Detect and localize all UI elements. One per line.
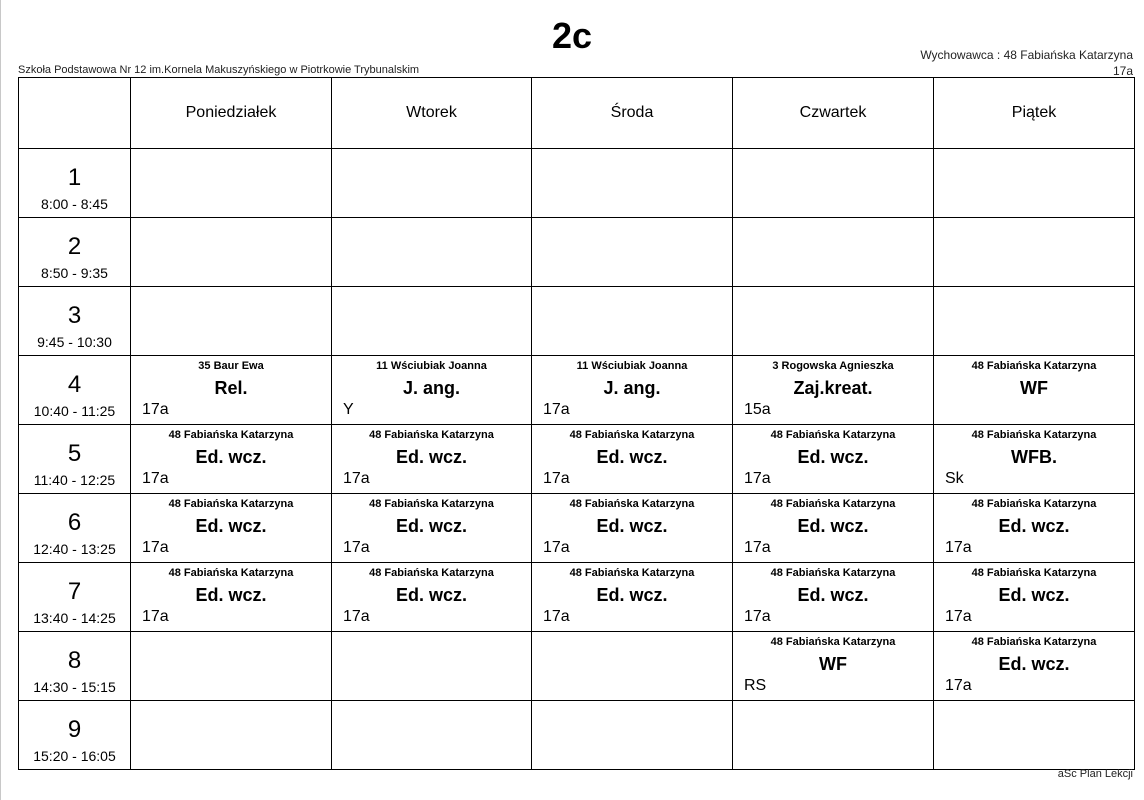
lesson-subject: Rel. [214,378,248,398]
lesson-cell [332,494,532,563]
period-time: 9:45 - 10:30 [37,334,112,350]
lesson-subject: Ed. wcz. [797,585,869,605]
lesson-subject: Ed. wcz. [395,516,467,536]
period-cell [19,494,131,563]
lesson-subject: WFB. [1011,447,1057,467]
lesson-teacher: 11 Wściubiak Joanna [376,360,487,372]
day-header: Wtorek [332,78,532,149]
lesson-room: Y [343,401,354,418]
period-number: 6 [67,509,82,536]
lesson-teacher: 35 Baur Ewa [198,360,264,372]
lesson-room: 17a [543,539,570,556]
lesson-cell [934,494,1135,563]
lesson-subject: Ed. wcz. [195,447,267,467]
empty-lesson-cell [934,287,1135,356]
period-number: 5 [67,440,82,467]
period-number: 8 [67,647,82,674]
period-cell [19,218,131,287]
lesson-room: 17a [343,608,370,625]
day-header: Poniedziałek [131,78,332,149]
period-row [19,218,1135,287]
period-time: 12:40 - 13:25 [33,541,116,557]
lesson-subject: J. ang. [402,378,460,398]
lesson-teacher: 48 Fabiańska Katarzyna [369,567,494,579]
lesson-teacher: 48 Fabiańska Katarzyna [770,429,896,441]
lesson-room: 17a [142,608,169,625]
period-time: 14:30 - 15:15 [33,679,116,695]
period-number: 7 [67,578,82,605]
day-header: Piątek [934,78,1135,149]
empty-lesson-cell [332,632,532,701]
lesson-subject: WF [819,654,847,674]
lesson-room: 17a [142,470,169,487]
lesson-cell [131,494,332,563]
lesson-subject: Ed. wcz. [797,516,869,536]
lesson-cell [332,356,532,425]
lesson-subject: Ed. wcz. [998,654,1070,674]
lesson-cell [131,356,332,425]
lesson-teacher: 48 Fabiańska Katarzyna [971,636,1097,648]
lesson-teacher: 48 Fabiańska Katarzyna [971,498,1097,510]
school-name: Szkoła Podstawowa Nr 12 im.Kornela Makuszyńskiego w Piotrkowie Trybunalskim [18,64,420,76]
page-left-rule [0,0,1,800]
lesson-teacher: 48 Fabiańska Katarzyna [168,567,294,579]
empty-lesson-cell [733,218,934,287]
lesson-room: 15a [744,401,771,418]
period-number: 3 [67,302,82,329]
period-row [19,494,1135,563]
day-header: Środa [532,78,733,149]
period-time: 8:50 - 9:35 [41,265,108,281]
lesson-subject: Ed. wcz. [998,585,1070,605]
period-row [19,632,1135,701]
period-row [19,563,1135,632]
lesson-room: 17a [543,401,570,418]
lesson-room: 17a [142,401,169,418]
class-teacher: Wychowawca : 48 Fabiańska Katarzyna [920,48,1133,62]
empty-lesson-cell [131,149,332,218]
period-cell [19,149,131,218]
empty-lesson-cell [332,287,532,356]
empty-lesson-cell [131,701,332,770]
lesson-room: 17a [343,539,370,556]
lesson-subject: Ed. wcz. [596,585,668,605]
lesson-room: 17a [744,470,771,487]
lesson-room: Sk [945,470,964,487]
lesson-cell [532,563,733,632]
lesson-cell [733,425,934,494]
empty-lesson-cell [733,149,934,218]
lesson-cell [131,563,332,632]
lesson-cell [733,494,934,563]
lesson-teacher: 48 Fabiańska Katarzyna [770,498,896,510]
home-room: 17a [1112,64,1133,78]
lesson-teacher: 48 Fabiańska Katarzyna [569,498,695,510]
empty-lesson-cell [934,218,1135,287]
lesson-teacher: 48 Fabiańska Katarzyna [168,429,294,441]
period-cell [19,701,131,770]
period-cell [19,632,131,701]
corner-cell [19,78,131,149]
lesson-subject: Ed. wcz. [395,447,467,467]
lesson-subject: J. ang. [603,378,661,398]
empty-lesson-cell [733,701,934,770]
empty-lesson-cell [934,149,1135,218]
lesson-cell [733,563,934,632]
lesson-cell [532,356,733,425]
lesson-room: 17a [744,539,771,556]
period-number: 9 [67,716,82,743]
lesson-subject: Ed. wcz. [596,516,668,536]
empty-lesson-cell [934,701,1135,770]
lesson-room: 17a [945,539,972,556]
lesson-teacher: 48 Fabiańska Katarzyna [369,498,494,510]
empty-lesson-cell [332,149,532,218]
lesson-subject: Ed. wcz. [998,516,1070,536]
period-number: 2 [67,233,82,260]
footer-credit: aSc Plan Lekcji [1057,768,1133,780]
lesson-teacher: 48 Fabiańska Katarzyna [971,429,1097,441]
lesson-cell [131,425,332,494]
lesson-cell [332,425,532,494]
lesson-room: RS [744,677,767,694]
lesson-subject: Ed. wcz. [195,585,267,605]
period-time: 15:20 - 16:05 [33,748,116,764]
lesson-subject: Zaj.kreat. [793,378,873,398]
period-row [19,701,1135,770]
lesson-cell [733,632,934,701]
lesson-cell [332,563,532,632]
period-row [19,149,1135,218]
period-row [19,287,1135,356]
empty-lesson-cell [532,701,733,770]
lesson-room: 17a [343,470,370,487]
lesson-room: 17a [945,608,972,625]
day-header-row [19,78,1135,149]
empty-lesson-cell [733,287,934,356]
lesson-cell [532,494,733,563]
empty-lesson-cell [131,287,332,356]
lesson-cell [934,425,1135,494]
lesson-cell [532,425,733,494]
lesson-subject: Ed. wcz. [797,447,869,467]
period-number: 4 [67,371,82,398]
lesson-teacher: 48 Fabiańska Katarzyna [369,429,494,441]
day-header: Czwartek [733,78,934,149]
period-time: 11:40 - 12:25 [33,472,116,488]
lesson-cell [733,356,934,425]
lesson-room: 17a [543,470,570,487]
period-number: 1 [67,164,82,191]
lesson-teacher: 48 Fabiańska Katarzyna [770,567,896,579]
lesson-teacher: 3 Rogowska Agnieszka [772,360,894,372]
lesson-teacher: 48 Fabiańska Katarzyna [569,567,695,579]
period-cell [19,356,131,425]
lesson-teacher: 48 Fabiańska Katarzyna [168,498,294,510]
lesson-teacher: 48 Fabiańska Katarzyna [971,567,1097,579]
timetable-grid [18,77,1135,770]
empty-lesson-cell [532,149,733,218]
lesson-subject: Ed. wcz. [395,585,467,605]
page-title: 2c [551,15,593,56]
lesson-room: 17a [744,608,771,625]
lesson-cell [934,563,1135,632]
lesson-teacher: 11 Wściubiak Joanna [576,360,688,372]
lesson-room: 17a [142,539,169,556]
lesson-subject: Ed. wcz. [596,447,668,467]
empty-lesson-cell [532,632,733,701]
lesson-subject: WF [1020,378,1048,398]
empty-lesson-cell [332,218,532,287]
period-time: 10:40 - 11:25 [33,403,116,419]
empty-lesson-cell [131,218,332,287]
empty-lesson-cell [532,218,733,287]
period-time: 13:40 - 14:25 [33,610,116,626]
lesson-teacher: 48 Fabiańska Katarzyna [971,360,1097,372]
lesson-subject: Ed. wcz. [195,516,267,536]
lesson-room: 17a [543,608,570,625]
lesson-teacher: 48 Fabiańska Katarzyna [770,636,896,648]
lesson-teacher: 48 Fabiańska Katarzyna [569,429,695,441]
period-time: 8:00 - 8:45 [41,196,108,212]
empty-lesson-cell [532,287,733,356]
lesson-cell [934,632,1135,701]
lesson-cell [934,356,1135,425]
period-cell [19,287,131,356]
period-cell [19,425,131,494]
empty-lesson-cell [332,701,532,770]
empty-lesson-cell [131,632,332,701]
period-row [19,425,1135,494]
lesson-room: 17a [945,677,972,694]
period-cell [19,563,131,632]
period-row [19,356,1135,425]
